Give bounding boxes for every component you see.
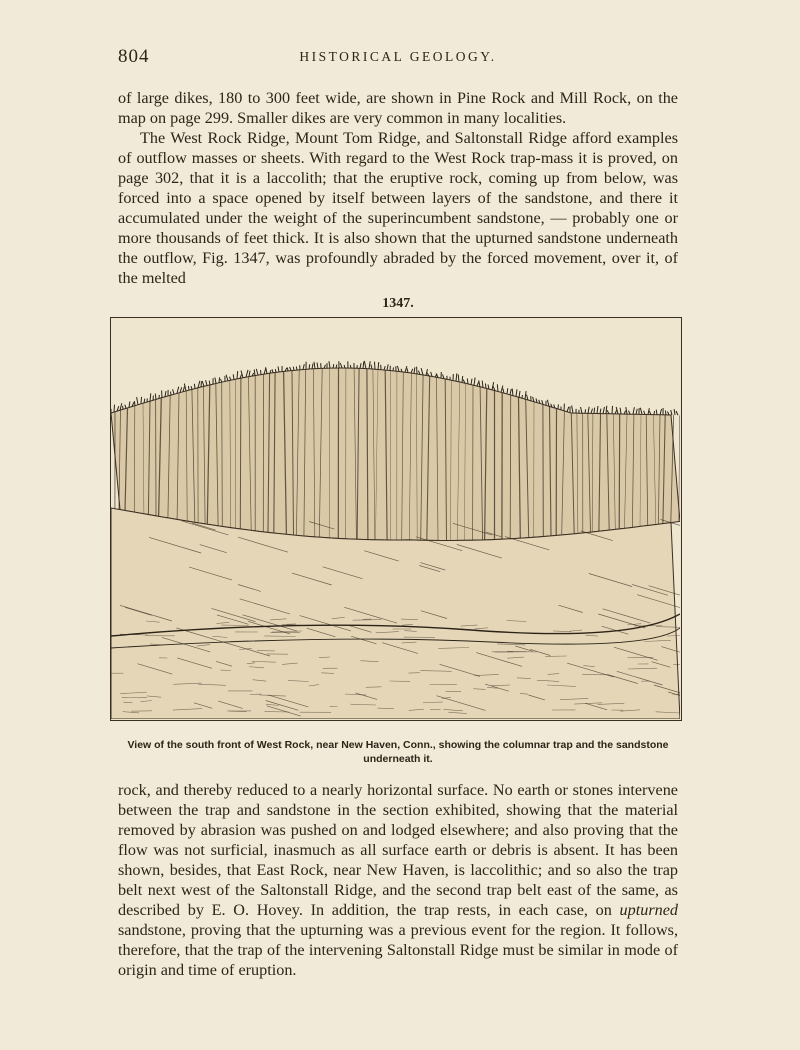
paragraph-west-rock: The West Rock Ridge, Mount Tom Ridge, and Saltonstall Ridge afford examples of outflow masses or sheets. With regard to the West Rock trap-mass it is proved, on page 302, that it is a laccolith; that the eruptive rock, coming up from below, was forced into a space opened by itself between layers of the sandstone, and there it accumulated under the weight of the superincumbent sandstone, — probably one or more thousands of feet thick. It is also shown that the upturned sandstone underneath the outflow, Fig. 1347, was profoundly abraded by the forced movement, over it, of the melted xyxy=(118,129,678,287)
bottom-text xyxy=(118,780,678,980)
text-run: sandstone, proving that the upturning was a previous event for the region. It follows, therefore, that the trap of the intervening Saltonstall Ridge must be similar in mode of origin and time of eruption. xyxy=(118,921,678,979)
top-text xyxy=(118,88,678,288)
figure-engraving xyxy=(110,317,682,721)
west-rock-engraving xyxy=(111,318,680,719)
running-head: HISTORICAL GEOLOGY. xyxy=(299,49,497,64)
italic-word: upturned xyxy=(619,901,678,919)
figure-number: 1347. xyxy=(382,296,414,311)
figure-caption: View of the south front of West Rock, near New Haven, Conn., showing the columnar trap and the sandstone underneath it. xyxy=(127,739,669,765)
paragraph-continued: of large dikes, 180 to 300 feet wide, are shown in Pine Rock and Mill Rock, on the map on page 299. Smaller dikes are very common in many localities. xyxy=(118,89,678,127)
page-header xyxy=(118,46,678,70)
text-run: rock, and thereby reduced to a nearly horizontal surface. No earth or stones intervene between the trap and sandstone in the section exhibited, showing that the material removed by abrasion was pushed on and lodged elsewhere; and also proving that the flow was not surficial, inasmuch as all surface earth or debris is absent. It has been shown, besides, that East Rock, near New Haven, is laccolithic; and so also the trap belt next west of the Saltonstall Ridge, and the second trap belt east of the same, as described by E. O. Hovey. In addition, the trap rests, in each case, on xyxy=(118,781,678,919)
paragraph-bottom xyxy=(118,780,678,980)
page-number: 804 xyxy=(118,46,150,67)
